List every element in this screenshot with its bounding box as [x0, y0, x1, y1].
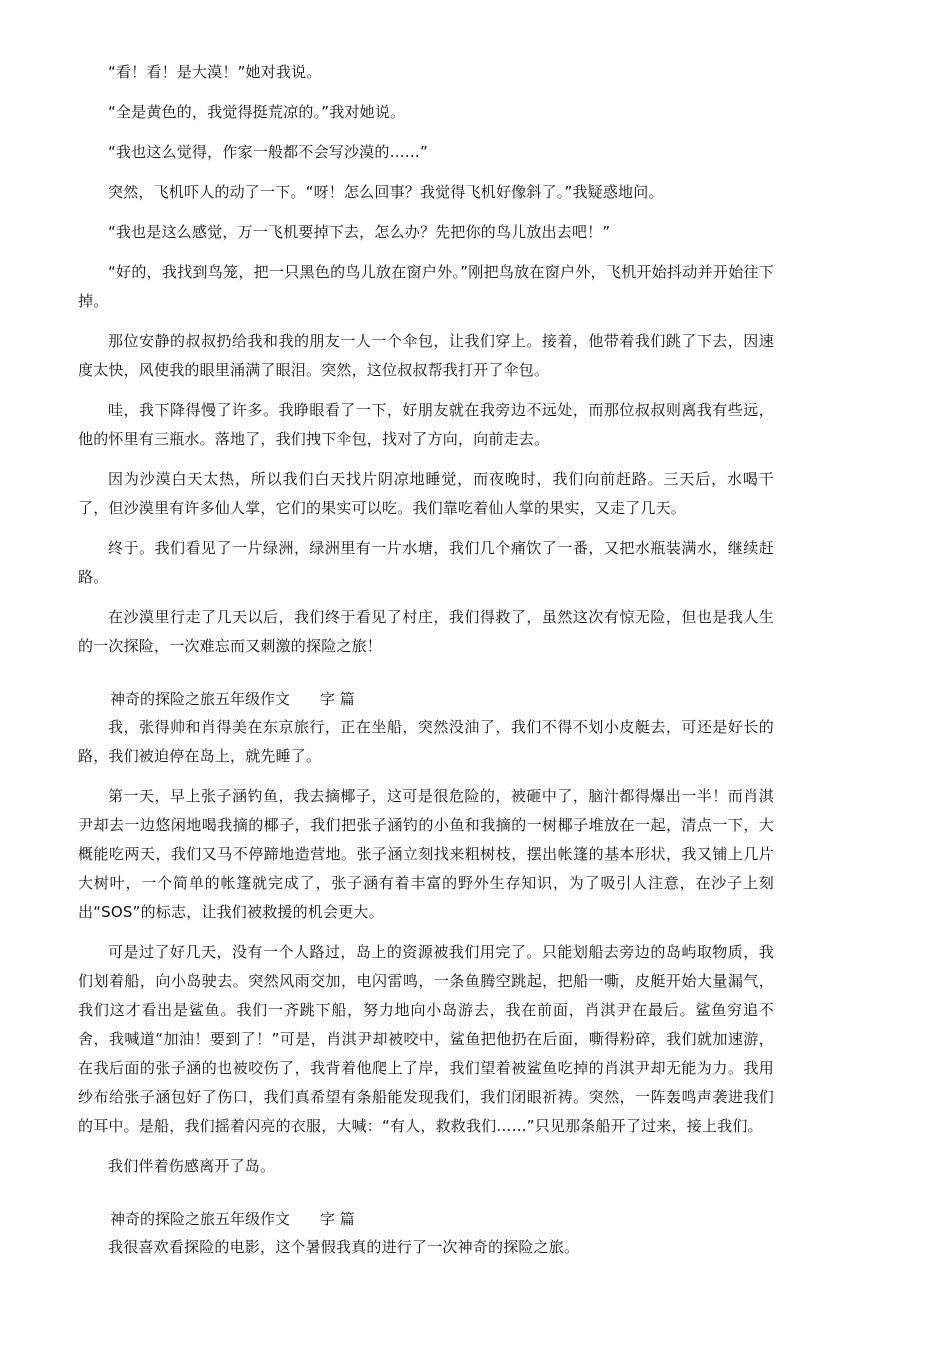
essay-paragraph: 终于。我们看见了一片绿洲，绿洲里有一片水塘，我们几个痛饮了一番，又把水瓶装满水，继续赶路。 — [78, 539, 774, 586]
essay-paragraph: 可是过了好几天，没有一个人路过，岛上的资源被我们用完了。只能划船去旁边的岛屿取物质，我们划着船，向小岛驶去。突然风雨交加，电闪雷鸣，一条鱼腾空跳起，把船一嘶，皮艇开始大量漏气，我们这才看出是鲨鱼。我们一齐跳下船，努力地向小岛游去，我在前面，肖淇尹在最后。鲨鱼穷追不舍，我喊道“加油！要到了！”可是，肖淇尹却被咬中，鲨鱼把他扔在后面，嘶得粉碎，我们就加速游，在我后面的张子涵的也被咬伤了，我背着他爬上了岸，我们望着被鲨鱼吃掉的肖淇尹却无能为力。我用纱布给张子涵包好了伤口，我们真希望有条船能发现我们，我们闭眼祈祷。突然，一阵轰鸣声袭进我们的耳中。是船，我们摇着闪亮的衣服，大喊：“有人，救救我们……”只见那条船开了过来，接上我们。 — [78, 943, 774, 1135]
essay-paragraph: 哇，我下降得慢了许多。我睁眼看了一下，好朋友就在我旁边不远处，而那位叔叔则离我有些远，他的怀里有三瓶水。落地了，我们拽下伞包，找对了方向，向前走去。 — [78, 401, 774, 448]
essay-paragraph: 我，张得帅和肖得美在东京旅行，正在坐船，突然没油了，我们不得不划小皮艇去，可还是好长的路，我们被迫停在岛上，就先睡了。 — [78, 718, 774, 765]
essay-paragraph: 在沙漠里行走了几天以后，我们终于看见了村庄，我们得救了，虽然这次有惊无险，但也是我人生的一次探险，一次难忘而又刺激的探险之旅！ — [78, 608, 774, 655]
essay-paragraph: 第一天，早上张子涵钓鱼，我去摘椰子，这可是很危险的，被砸中了，脑汁都得爆出一半！而肖淇尹却去一边悠闲地喝我摘的椰子，我们把张子涵钓的小鱼和我摘的一树椰子堆放在一起，清点一下，大概能吃两天，我们又马不停蹄地造营地。张子涵立刻找来粗树枝，摆出帐篷的基本形状，我又铺上几片大树叶，一个简单的帐篷就完成了，张子涵有着丰富的野外生存知识，为了吸引人注意，在沙子上刻出“SOS”的标志，让我们被救援的机会更大。 — [78, 787, 774, 921]
essay-paragraph: 那位安静的叔叔扔给我和我的朋友一人一个伞包，让我们穿上。接着，他带着我们跳了下去，因速度太快，风使我的眼里涌满了眼泪。突然，这位叔叔帮我打开了伞包。 — [78, 332, 774, 379]
essay-paragraph: “全是黄色的，我觉得挺荒凉的。”我对她说。 — [108, 103, 406, 121]
essay-paragraph: 因为沙漠白天太热，所以我们白天找片阴凉地睡觉，而夜晚时，我们向前赶路。三天后，水喝干了，但沙漠里有许多仙人掌，它们的果实可以吃。我们靠吃着仙人掌的果实，又走了几天。 — [78, 470, 774, 517]
essay-paragraph: 我很喜欢看探险的电影，这个暑假我真的进行了一次神奇的探险之旅。 — [108, 1238, 580, 1256]
document-page — [78, 58, 774, 1273]
essay-paragraph: 突然，飞机吓人的动了一下。“呀！怎么回事？我觉得飞机好像斜了。”我疑惑地问。 — [108, 183, 664, 201]
essay-paragraph: 我们伴着伤感离开了岛。 — [108, 1157, 276, 1175]
section-title: 神奇的探险之旅五年级作文 字 篇 — [110, 690, 355, 708]
essay-paragraph: “我也这么觉得，作家一般都不会写沙漠的……” — [108, 143, 428, 161]
essay-section-3 — [78, 1205, 774, 1262]
essay-paragraph: “我也是这么感觉，万一飞机要掉下去，怎么办？先把你的鸟儿放出去吧！” — [108, 223, 611, 241]
essay-paragraph: “好的，我找到鸟笼，把一只黑色的鸟儿放在窗户外。”刚把鸟放在窗户外，飞机开始抖动并开始往下掉。 — [78, 263, 774, 310]
essay-section-2 — [78, 685, 774, 1181]
essay-section-1 — [78, 58, 774, 661]
section-title: 神奇的探险之旅五年级作文 字 篇 — [110, 1210, 355, 1228]
essay-paragraph: “看！看！是大漠！”她对我说。 — [108, 63, 322, 81]
